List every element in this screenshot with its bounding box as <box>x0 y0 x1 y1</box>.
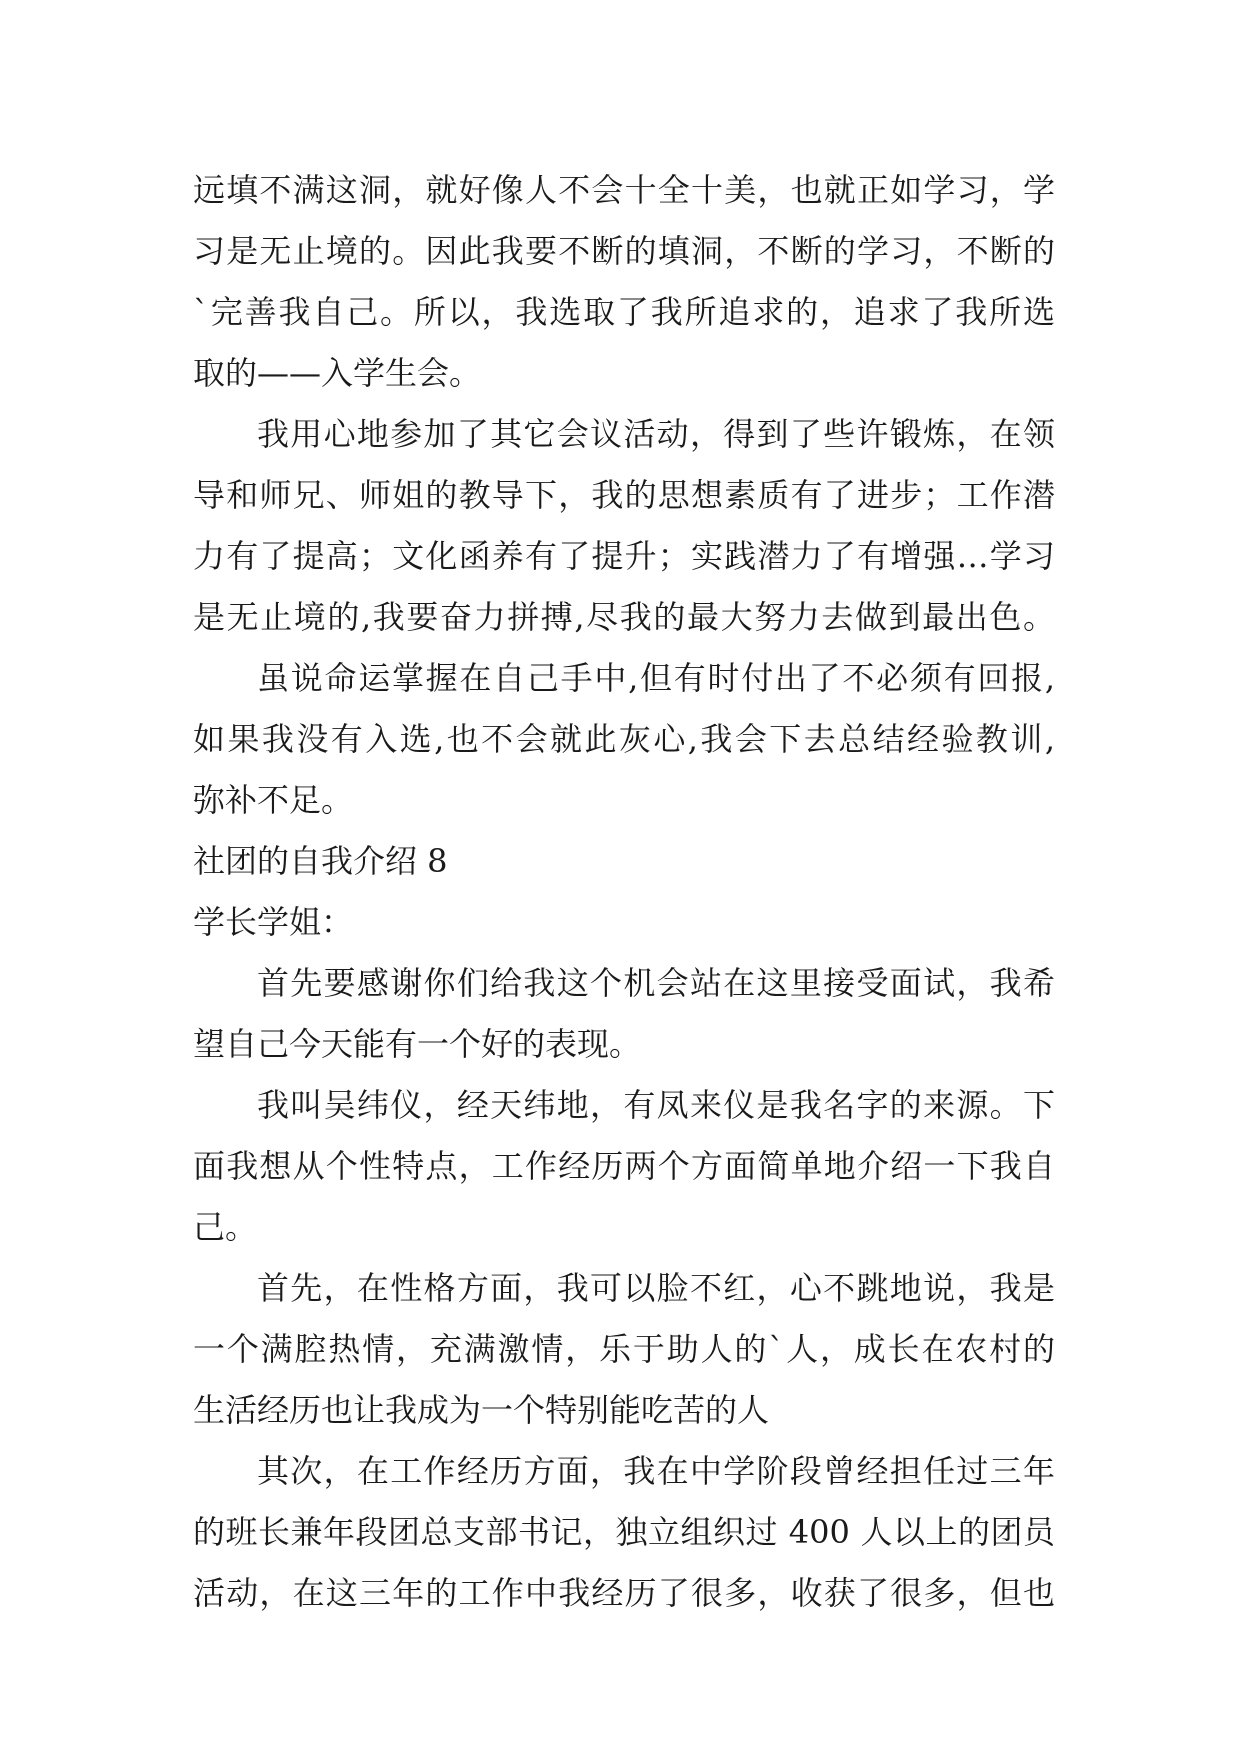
text-line: 望自己今天能有一个好的表现。 <box>193 1025 642 1063</box>
text-line: 生活经历也让我成为一个特别能吃苦的人 <box>193 1391 770 1429</box>
text-line: 面我想从个性特点，工作经历两个方面简单地介绍一下我自 <box>193 1147 1055 1185</box>
text-line: 导和师兄、师姐的教导下，我的思想素质有了进步；工作潜 <box>193 476 1055 514</box>
text-line: 习是无止境的。因此我要不断的填洞，不断的学习，不断的 <box>193 232 1055 270</box>
text-line: 弥补不足。 <box>193 781 354 819</box>
section-heading: 社团的自我介绍 8 <box>193 842 448 880</box>
paragraph-first-line: 首先，在性格方面，我可以脸不红，心不跳地说，我是 <box>257 1269 1055 1307</box>
paragraph-first-line: 我叫吴纬仪，经天纬地，有凤来仪是我名字的来源。下 <box>257 1086 1055 1124</box>
salutation: 学长学姐： <box>193 903 354 941</box>
text-line: 如果我没有入选,也不会就此灰心,我会下去总结经验教训, <box>193 720 1055 758</box>
text-line: 的班长兼年段团总支部书记，独立组织过 400 人以上的团员 <box>193 1513 1055 1551</box>
text-line: 力有了提高；文化函养有了提升；实践潜力了有增强…学习 <box>193 537 1055 575</box>
paragraph-first-line: 首先要感谢你们给我这个机会站在这里接受面试，我希 <box>257 964 1055 1002</box>
text-line: 是无止境的,我要奋力拼搏,尽我的最大努力去做到最出色。 <box>193 598 1055 636</box>
paragraph-first-line: 虽说命运掌握在自己手中,但有时付出了不必须有回报, <box>257 659 1055 697</box>
text-line: 己。 <box>193 1208 258 1246</box>
text-line: 取的——入学生会。 <box>193 354 482 392</box>
document-body <box>193 160 1055 1624</box>
paragraph-first-line: 我用心地参加了其它会议活动，得到了些许锻炼，在领 <box>257 415 1055 453</box>
text-line: 活动，在这三年的工作中我经历了很多，收获了很多，但也 <box>193 1574 1055 1612</box>
text-line: 一个满腔热情，充满激情，乐于助人的`人，成长在农村的 <box>193 1330 1055 1368</box>
paragraph-first-line: 其次，在工作经历方面，我在中学阶段曾经担任过三年 <box>257 1452 1055 1490</box>
text-line: `完善我自己。所以，我选取了我所追求的，追求了我所选 <box>193 293 1055 331</box>
text-line: 远填不满这洞，就好像人不会十全十美，也就正如学习，学 <box>193 171 1055 209</box>
